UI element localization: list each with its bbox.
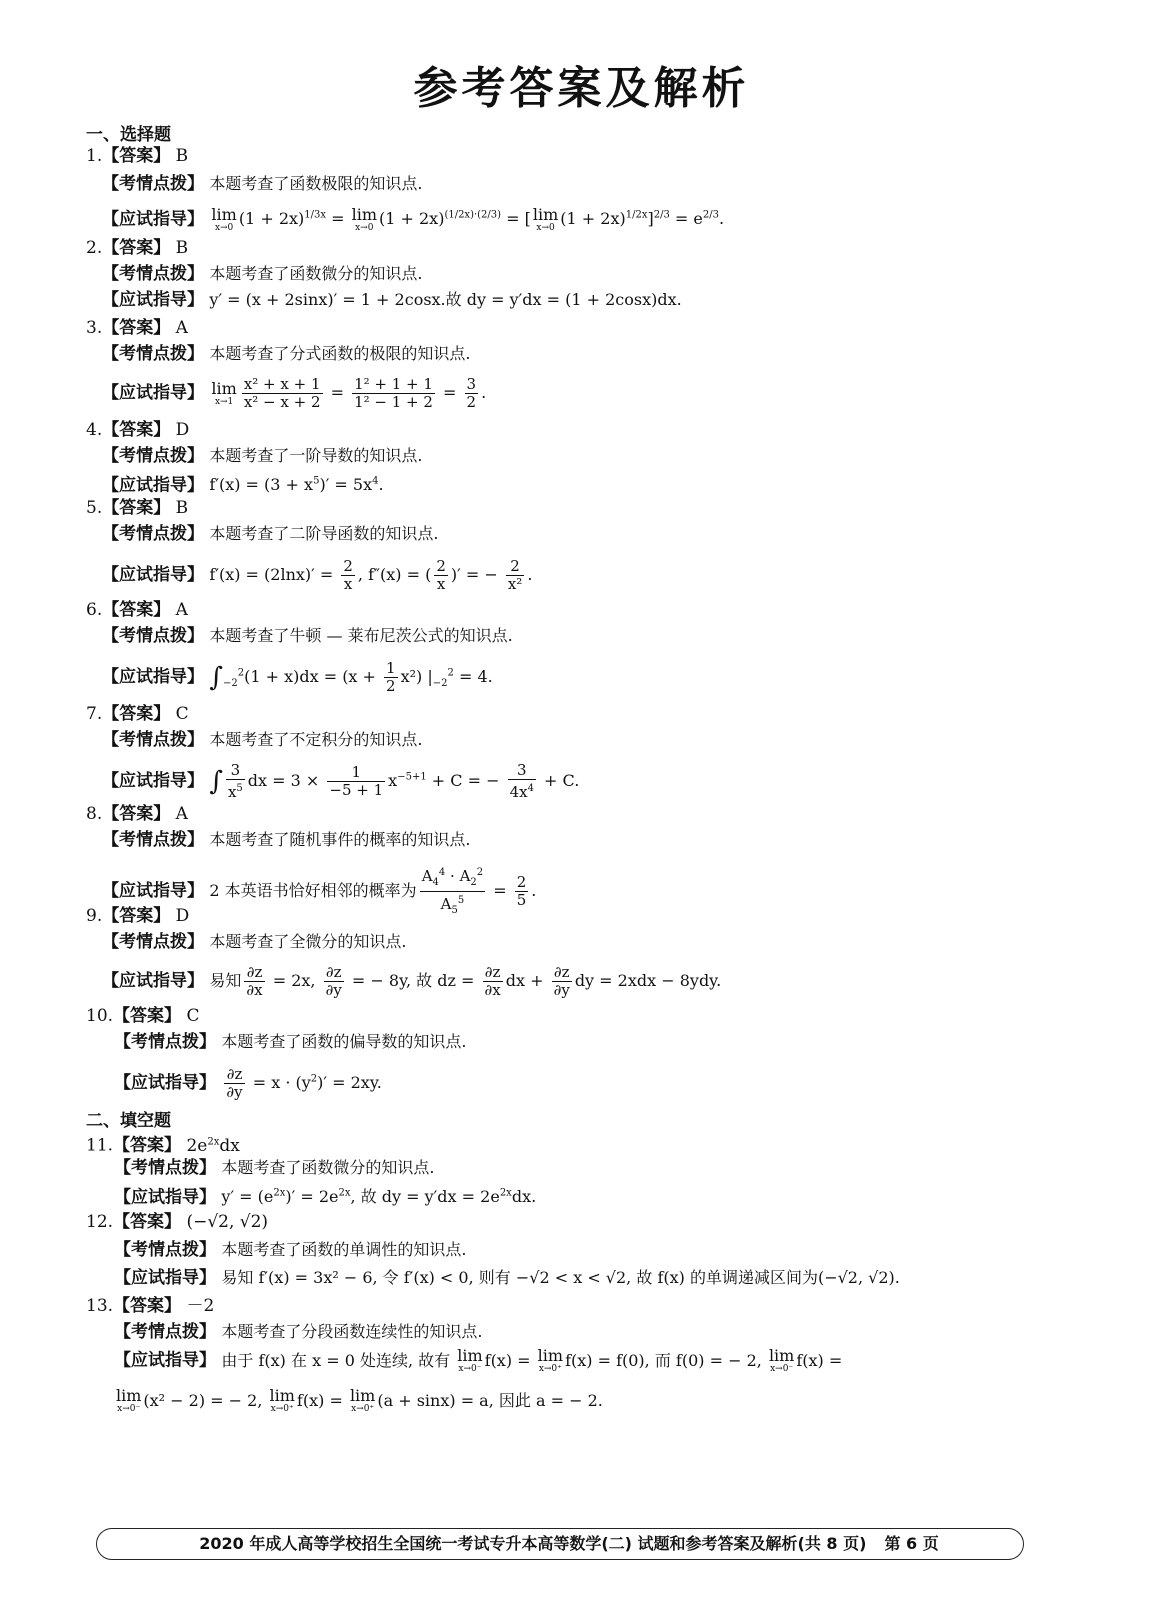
q7-number: 7. — [86, 704, 103, 724]
q8-number: 8. — [86, 804, 103, 824]
q4-guide-line — [102, 470, 384, 497]
point-label: 【考情点拨】 — [102, 344, 204, 364]
q13-number: 13. — [86, 1296, 114, 1316]
q13-answer: －2 — [186, 1296, 215, 1316]
guide-label: 【应试指导】 — [114, 1073, 216, 1093]
answer-label: 【答案】 — [102, 318, 171, 338]
q7-point-line — [102, 728, 423, 752]
q7-answer: C — [175, 704, 189, 724]
q2-answer: B — [175, 238, 189, 258]
answer-label: 【答案】 — [102, 704, 171, 724]
q12-answer: (−√2, √2) — [186, 1212, 269, 1232]
q11-guide-line — [114, 1182, 536, 1209]
q1-point-line — [102, 172, 423, 196]
guide-label: 【应试指导】 — [102, 771, 204, 791]
q10-guide-formula: $\frac{\partial z}{\partial y}$ = $x \cdot (y^2)' = 2xy$. — [226, 1065, 382, 1101]
guide-label: 【应试指导】 — [102, 881, 204, 901]
guide-label: 【应试指导】 — [102, 971, 204, 991]
answer-label: 【答案】 — [102, 238, 171, 258]
q13-point: 本题考查了分段函数连续性的知识点. — [221, 1322, 483, 1341]
q7-answer-line — [86, 702, 189, 726]
q7-guide-formula: ∫ $\frac{3}{x^5}$ dx = 3 × $\frac{1}{-5 + 1}$ $x^{-5+1} + C$ = − $\frac{3}{4x^4}$ + C. — [209, 761, 580, 801]
q10-answer-line — [86, 1004, 199, 1028]
q12-guide-formula: 易知 f′(x) = 3x² − 6, 令 f′(x) < 0, 则有 −√2 < x < √2, 故 f(x) 的单调递减区间为(−√2, √2). — [221, 1268, 900, 1287]
answer-label: 【答案】 — [113, 1135, 182, 1156]
q8-guide-text: 2 本英语书恰好相邻的概率为 — [209, 881, 417, 900]
q5-guide-formula: f′(x) = (2lnx)′ = $\frac{2}{x}$ , f″(x) = ( $\frac{2}{x}$ )′ = − $\frac{2}{\text{x²}}$ . — [209, 557, 533, 593]
q8-point: 本题考查了随机事件的概率的知识点. — [209, 830, 471, 849]
q8-answer: A — [175, 804, 188, 824]
point-label: 【考情点拨】 — [102, 830, 204, 850]
answer-label: 【答案】 — [102, 420, 171, 440]
guide-label: 【应试指导】 — [114, 1187, 216, 1208]
point-label: 【考情点拨】 — [102, 730, 204, 750]
section-heading-fill: 二、填空题 — [86, 1111, 171, 1131]
q3-guide-line — [102, 376, 486, 411]
q4-answer-line — [86, 418, 189, 442]
q3-number: 3. — [86, 318, 103, 338]
q13-guide-continuation — [114, 1388, 603, 1414]
q5-point-line — [102, 522, 439, 546]
q9-point: 本题考查了全微分的知识点. — [209, 932, 407, 951]
guide-label: 【应试指导】 — [102, 290, 204, 310]
q3-point-line — [102, 342, 471, 366]
guide-label: 【应试指导】 — [102, 667, 204, 687]
q6-number: 6. — [86, 600, 103, 620]
guide-label: 【应试指导】 — [102, 383, 204, 403]
q13-guide-formula-2: lim x→0⁻ (x² − 2) = − 2, lim x→0⁺ f(x) = lim x→0⁺ (a + sinx) = a, 因此 a = − 2. — [116, 1386, 603, 1414]
q11-guide-formula: $y' = (e^{2x})' = 2e^{2x}$, 故 dy = $y'dx = 2e^{2x}dx$. — [221, 1187, 537, 1207]
q13-answer-line — [86, 1294, 214, 1318]
q11-point: 本题考查了函数微分的知识点. — [221, 1158, 435, 1177]
q12-point: 本题考查了函数的单调性的知识点. — [221, 1240, 467, 1259]
answer-label: 【答案】 — [102, 804, 171, 824]
q2-answer-line — [86, 236, 188, 260]
point-label: 【考情点拨】 — [114, 1032, 216, 1052]
q11-number: 11. — [86, 1135, 114, 1156]
q6-point-line — [102, 624, 513, 648]
answer-label: 【答案】 — [102, 498, 171, 518]
q4-guide-formula: $f'(x) = (3 + x^5)' = 5x^4$. — [209, 475, 384, 495]
q12-answer-line — [86, 1210, 268, 1234]
q6-guide-line — [102, 660, 493, 696]
q2-point-line — [102, 262, 423, 286]
q7-point: 本题考查了不定积分的知识点. — [209, 730, 423, 749]
q2-guide-line — [102, 288, 682, 312]
page-footer — [96, 1528, 1024, 1560]
point-label: 【考情点拨】 — [102, 932, 204, 952]
answer-label: 【答案】 — [102, 600, 171, 620]
q8-point-line — [102, 828, 471, 852]
point-label: 【考情点拨】 — [102, 446, 204, 466]
q2-guide: y′ = (x + 2sinx)′ = 1 + 2cosx.故 dy = y′dx = (1 + 2cosx)dx. — [209, 290, 682, 309]
q9-guide: 易知 $\frac{\partial z}{\partial x}$ = 2x, $\frac{\partial z}{\partial y}$ = − 8y, 故 dz = $\frac{\partial z}{\partial x}$ dx + $\frac{\partial z}{\partial y}$ dy = 2xdx − 8ydy. — [209, 963, 722, 999]
q3-answer-line — [86, 316, 188, 340]
q5-guide-line — [102, 558, 532, 593]
q1-answer-line — [86, 144, 188, 168]
point-label: 【考情点拨】 — [102, 174, 204, 194]
section-heading-choice: 一、选择题 — [86, 125, 171, 145]
q13-point-line — [114, 1320, 483, 1344]
q8-answer-line — [86, 802, 188, 826]
q10-guide-line — [114, 1066, 382, 1101]
q6-point: 本题考查了牛顿 — 莱布尼茨公式的知识点. — [209, 626, 513, 645]
footer-text: 2020 年成人高等学校招生全国统一考试专升本高等数学(二) 试题和参考答案及解析(共 8 页) — [199, 1534, 867, 1553]
q6-answer-line — [86, 598, 188, 622]
point-label: 【考情点拨】 — [114, 1158, 216, 1178]
q4-answer: D — [175, 420, 190, 440]
q5-point: 本题考查了二阶导函数的知识点. — [209, 524, 439, 543]
q9-point-line — [102, 930, 407, 954]
q4-number: 4. — [86, 420, 103, 440]
q1-number: 1. — [86, 146, 103, 166]
q8-guide: 2 本英语书恰好相邻的概率为 $\frac{A_4^4 \cdot A_2^2}{A_5^5}$ = $\frac{2}{5}$ . — [209, 881, 536, 900]
q3-answer: A — [175, 318, 188, 338]
guide-label: 【应试指导】 — [114, 1268, 216, 1288]
answer-label: 【答案】 — [113, 1212, 182, 1232]
q9-answer: D — [175, 906, 190, 926]
q13-guide-line — [114, 1348, 842, 1374]
q4-point-line — [102, 444, 423, 468]
q11-point-line — [114, 1156, 435, 1180]
q3-point: 本题考查了分式函数的极限的知识点. — [209, 344, 471, 363]
q12-number: 12. — [86, 1212, 114, 1232]
q3-guide-formula: lim x→1 $\frac{\text{x² + x + 1}}{\text{x² − x + 2}}$ = $\frac{\text{1² + 1 + 1}}{\text{1² − 1 + 2}}$ = $\frac{3}{2}$ . — [211, 375, 487, 411]
q10-point-line — [114, 1030, 467, 1054]
q10-number: 10. — [86, 1006, 114, 1026]
q9-number: 9. — [86, 906, 103, 926]
q1-guide-formula: lim x→0 $(1 + 2x)^{1/3x} = \lim$ x→0 $(1 + 2x)^{(1/2x)\cdot(2/3)}$ = [ lim x→0 $(1 + 2x)^{1/2x}]^{2/3} = e^{2/3}$. — [211, 204, 725, 233]
q10-answer: C — [186, 1006, 200, 1026]
q10-point: 本题考查了函数的偏导数的知识点. — [221, 1032, 467, 1051]
page-title: 参考答案及解析 — [413, 63, 750, 114]
point-label: 【考情点拨】 — [102, 524, 204, 544]
answer-label: 【答案】 — [102, 146, 171, 166]
answer-label: 【答案】 — [113, 1006, 182, 1026]
q9-guide-text: 易知 — [209, 971, 242, 990]
q4-point: 本题考查了一阶导数的知识点. — [209, 446, 423, 465]
q1-point: 本题考查了函数极限的知识点. — [209, 174, 423, 193]
q5-number: 5. — [86, 498, 103, 518]
q5-answer-line — [86, 496, 188, 520]
q9-guide-line — [102, 964, 721, 999]
q11-answer: $2e^{2x}dx$ — [186, 1135, 240, 1156]
q5-answer: B — [175, 498, 189, 518]
q2-point: 本题考查了函数微分的知识点. — [209, 264, 423, 283]
point-label: 【考情点拨】 — [114, 1322, 216, 1342]
q6-guide-formula: $\int_{-2}^2(1 + x)dx = (x$ + $\frac{1}{2}$ x²) $|_{-2}^2 = 4$. — [209, 659, 493, 695]
guide-label: 【应试指导】 — [102, 475, 204, 496]
q12-point-line — [114, 1238, 467, 1262]
guide-label: 【应试指导】 — [102, 565, 204, 585]
q12-guide-line — [114, 1266, 900, 1290]
guide-label: 【应试指导】 — [114, 1350, 216, 1371]
q1-guide-line — [102, 204, 724, 233]
q7-guide-line — [102, 762, 579, 801]
q9-answer-line — [86, 904, 189, 928]
point-label: 【考情点拨】 — [102, 626, 204, 646]
guide-label: 【应试指导】 — [102, 209, 204, 230]
answer-label: 【答案】 — [102, 906, 171, 926]
q13-guide-formula: 由于 f(x) 在 x = 0 处连续, 故有 lim x→0⁻ f(x) = lim x→0⁺ f(x) = f(0), 而 f(0) = − 2, lim x→0⁻ f(x) = — [221, 1346, 843, 1374]
q2-number: 2. — [86, 238, 103, 258]
point-label: 【考情点拨】 — [114, 1240, 216, 1260]
q1-answer: B — [175, 146, 189, 166]
answer-label: 【答案】 — [113, 1296, 182, 1316]
q6-answer: A — [175, 600, 188, 620]
point-label: 【考情点拨】 — [102, 264, 204, 284]
q11-answer-line — [86, 1130, 240, 1158]
page-number: 第 6 页 — [884, 1534, 939, 1553]
